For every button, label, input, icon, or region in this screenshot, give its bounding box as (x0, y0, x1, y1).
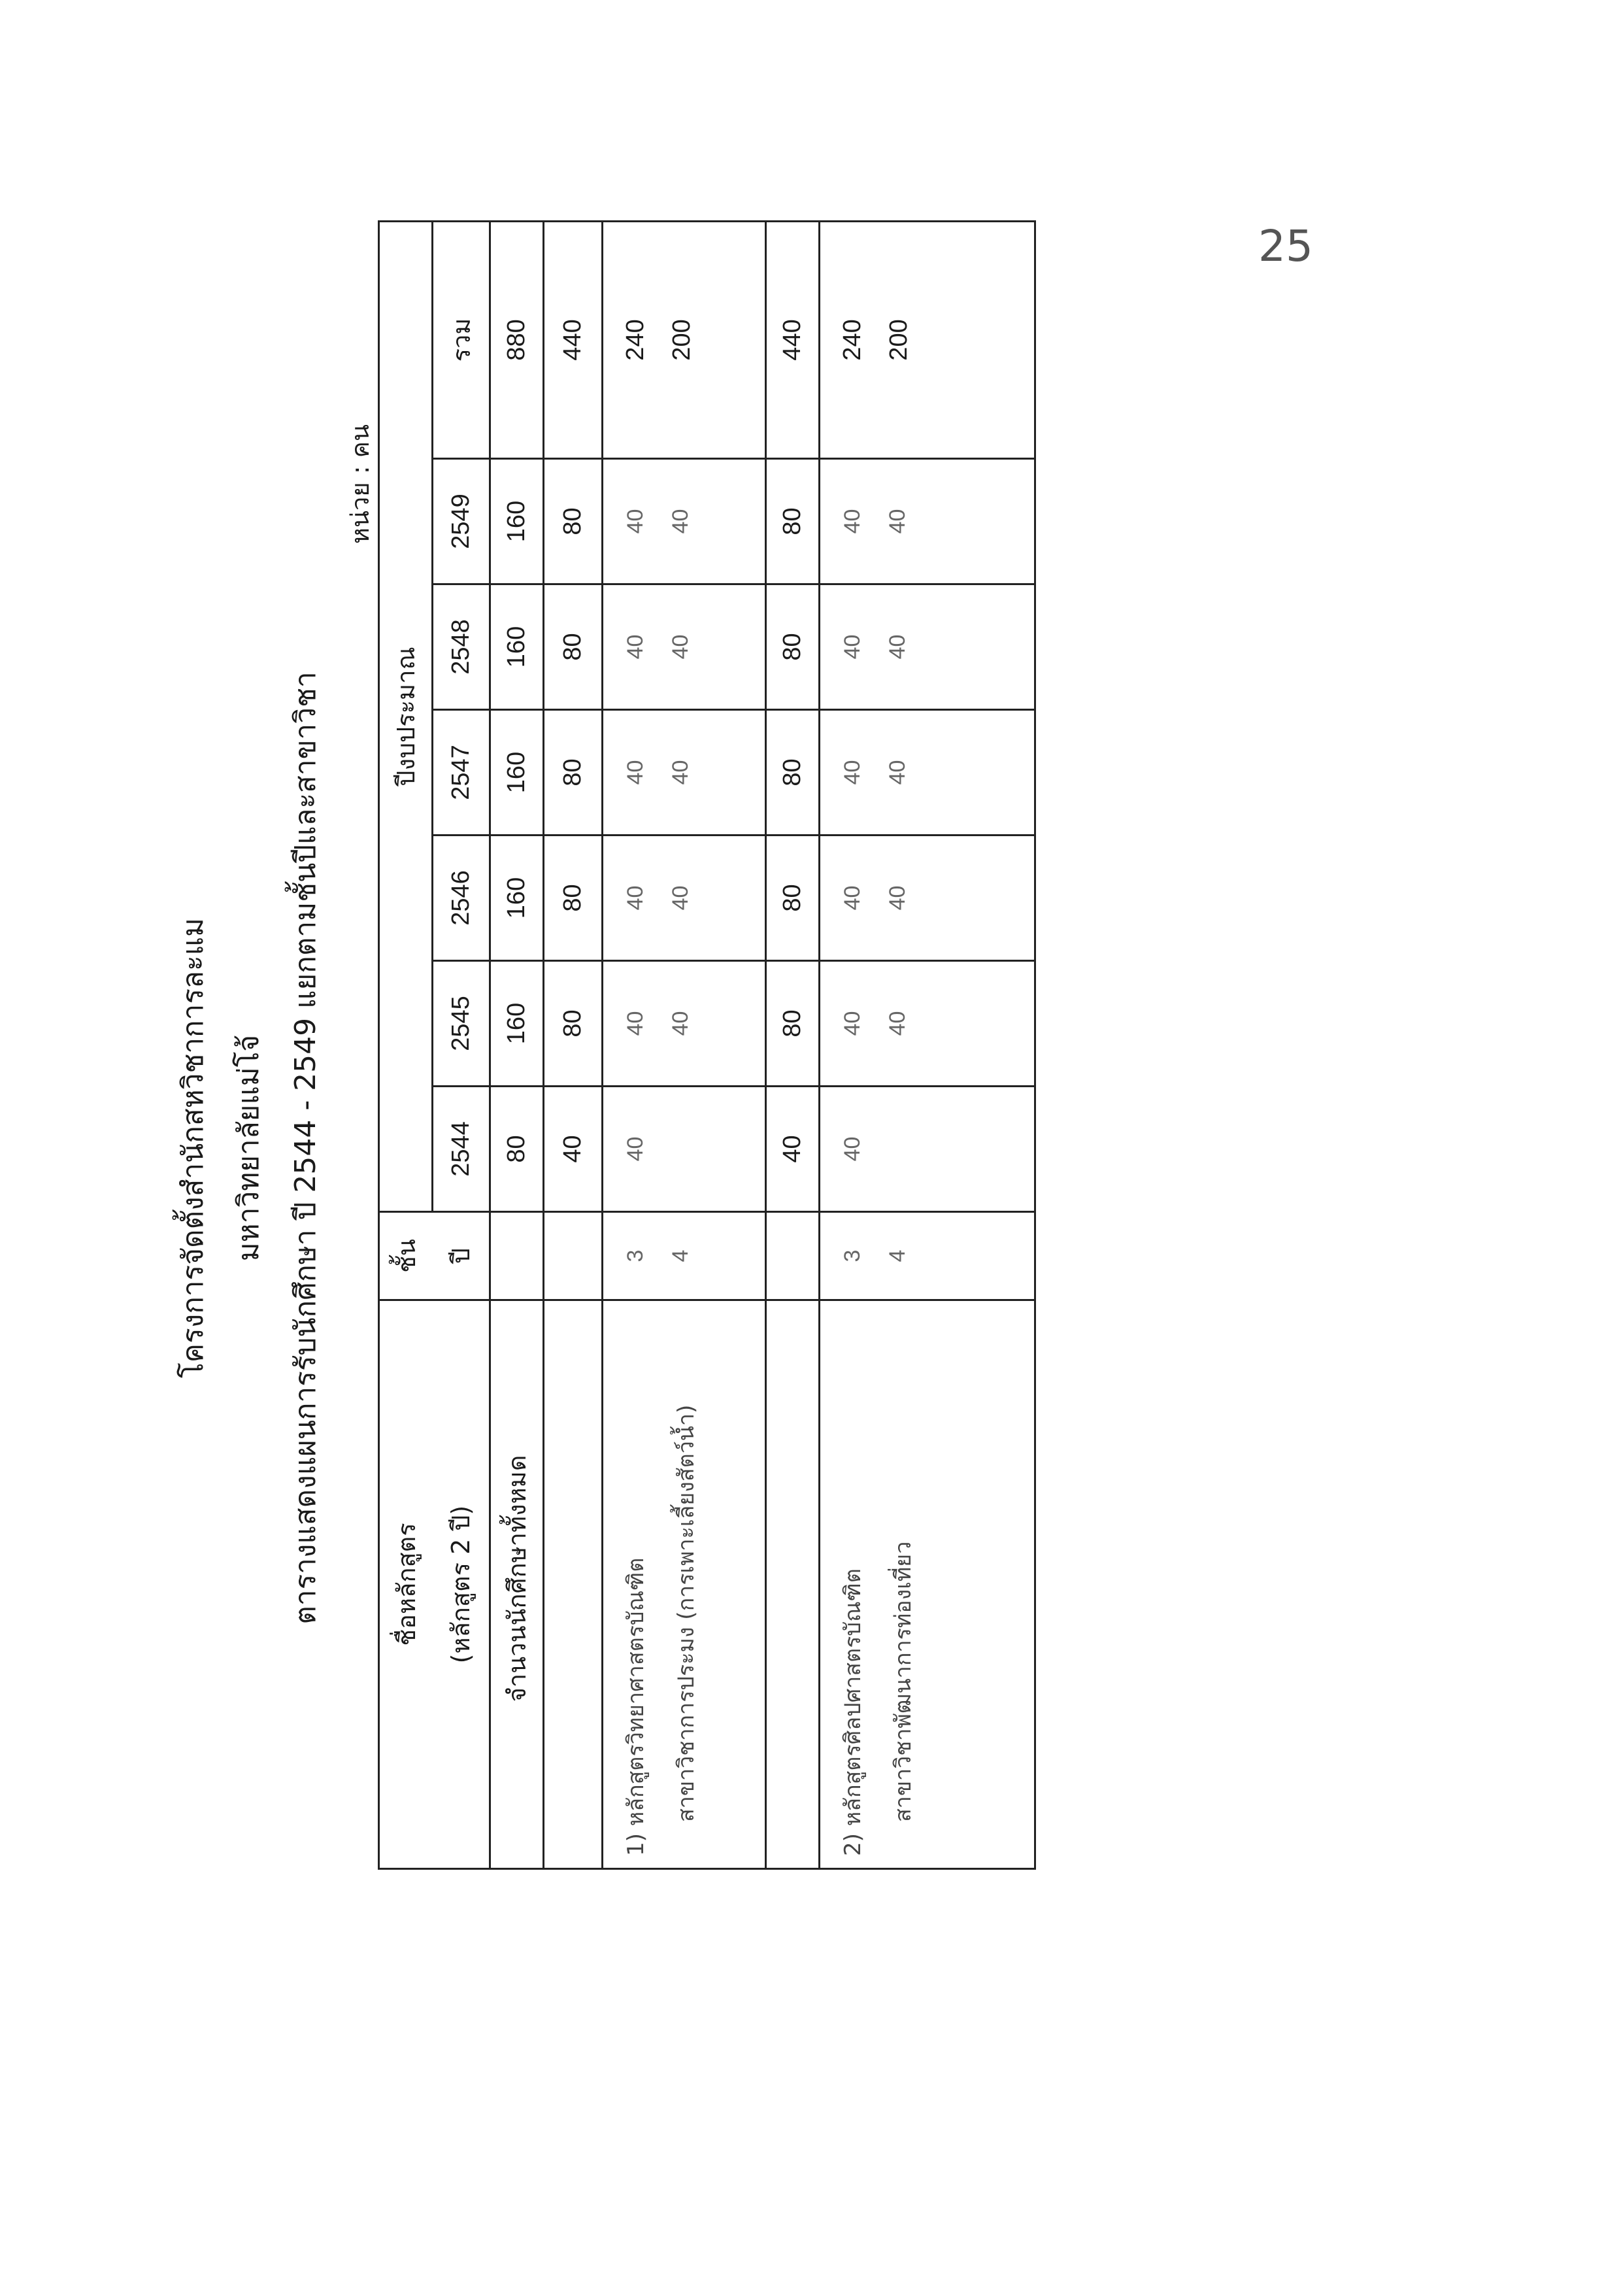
group-1-title-row (603, 221, 668, 1868)
subtotal-cell: 80 (766, 836, 820, 961)
plan-cell (885, 1087, 1035, 1212)
plan-cell: 40 (820, 710, 885, 836)
group-1-subtotal-row (544, 221, 603, 1868)
header-course: ชื่อหลักสูตร (379, 1300, 433, 1869)
course-title: 2) หลักสูตรศิลปศาสตรบัณฑิต (820, 1300, 885, 1869)
plan-cell: 40 (603, 584, 668, 710)
plan-cell: 40 (668, 710, 766, 836)
group-1-major-row (668, 221, 766, 1868)
course-title: 1) หลักสูตรวิทยาศาสตรบัณฑิต (603, 1300, 668, 1869)
subtotal-cell: 40 (766, 1087, 820, 1212)
total-cell: 160 (490, 459, 544, 584)
total-label: จำนวนนักศึกษาทั้งหมด (490, 1300, 544, 1869)
plan-cell (668, 1087, 766, 1212)
plan-cell: 40 (820, 459, 885, 584)
plan-cell: 40 (820, 1087, 885, 1212)
subtotal-cell: 40 (544, 1087, 603, 1212)
plan-cell: 40 (603, 836, 668, 961)
subtotal-cell: 80 (544, 584, 603, 710)
plan-cell: 40 (603, 1087, 668, 1212)
subtotal-cell: 80 (766, 459, 820, 584)
plan-cell: 40 (603, 710, 668, 836)
year-2544: 2544 (433, 1087, 490, 1212)
header-total: รวม (433, 221, 490, 458)
total-cell: 160 (490, 961, 544, 1087)
subtotal-cell: 80 (766, 961, 820, 1087)
plan-total-cell: 240 (820, 221, 885, 458)
total-row (490, 221, 544, 1868)
total-cell: 880 (490, 221, 544, 458)
plan-cell: 40 (668, 584, 766, 710)
header-year-label: ปี (433, 1212, 490, 1300)
total-cell: 80 (490, 1087, 544, 1212)
plan-cell: 40 (603, 961, 668, 1087)
plan-cell: 40 (885, 836, 1035, 961)
plan-cell: 40 (668, 836, 766, 961)
plan-total-cell: 200 (885, 221, 1035, 458)
total-cell: 160 (490, 584, 544, 710)
plan-cell: 40 (603, 459, 668, 584)
major-name: สาขาวิชาพัฒนาการท่องเที่ยว (885, 1300, 1035, 1869)
year-2547: 2547 (433, 710, 490, 836)
subtotal-cell: 80 (766, 710, 820, 836)
plan-cell: 40 (668, 459, 766, 584)
class-year: 4 (668, 1212, 766, 1300)
header-line-3: ตารางแสดงแผนการรับนักศึกษา ปี 2544 - 2549 แยกตามชั้นปีและสาขาวิชา (289, 671, 322, 1625)
admission-plan-table (378, 220, 1036, 1870)
plan-cell: 40 (820, 961, 885, 1087)
header-line-2: มหาวิทยาลัยแม่โจ้ (232, 1034, 265, 1262)
header-course-sub: (หลักสูตร 2 ปี) (433, 1300, 490, 1869)
group-2-subtotal-row (766, 221, 820, 1868)
unit-label: หน่วย : คน (346, 424, 375, 544)
subtotal-cell: 80 (766, 584, 820, 710)
group-2-title-row (820, 221, 885, 1868)
subtotal-cell: 440 (766, 221, 820, 458)
plan-total-cell: 240 (603, 221, 668, 458)
subtotal-cell: 80 (544, 710, 603, 836)
plan-cell: 40 (885, 710, 1035, 836)
subtotal-cell: 80 (544, 961, 603, 1087)
plan-cell: 40 (885, 584, 1035, 710)
year-2545: 2545 (433, 961, 490, 1087)
plan-cell: 40 (820, 584, 885, 710)
header-budget-year: ปีงบประมาณ (379, 221, 433, 1211)
class-year: 3 (820, 1212, 885, 1300)
major-name: สาขาวิชาการประมง (การเพาะเลี้ยงสัตว์น้ำ) (668, 1300, 766, 1869)
subtotal-cell: 80 (544, 836, 603, 961)
header-line-1: โครงการจัดตั้งสำนักสหวิชาการละแม (176, 918, 210, 1378)
plan-cell: 40 (820, 836, 885, 961)
year-2548: 2548 (433, 584, 490, 710)
plan-cell: 40 (885, 459, 1035, 584)
plan-total-cell: 200 (668, 221, 766, 458)
class-year: 3 (603, 1212, 668, 1300)
header-class: ชั้น (379, 1212, 433, 1300)
class-year: 4 (885, 1212, 1035, 1300)
total-cell: 160 (490, 710, 544, 836)
total-cell: 160 (490, 836, 544, 961)
page-number: 25 (1258, 221, 1313, 271)
subtotal-cell: 440 (544, 221, 603, 458)
year-2549: 2549 (433, 459, 490, 584)
subtotal-cell: 80 (544, 459, 603, 584)
plan-cell: 40 (885, 961, 1035, 1087)
year-2546: 2546 (433, 836, 490, 961)
group-2-major-row (885, 221, 1035, 1868)
plan-cell: 40 (668, 961, 766, 1087)
